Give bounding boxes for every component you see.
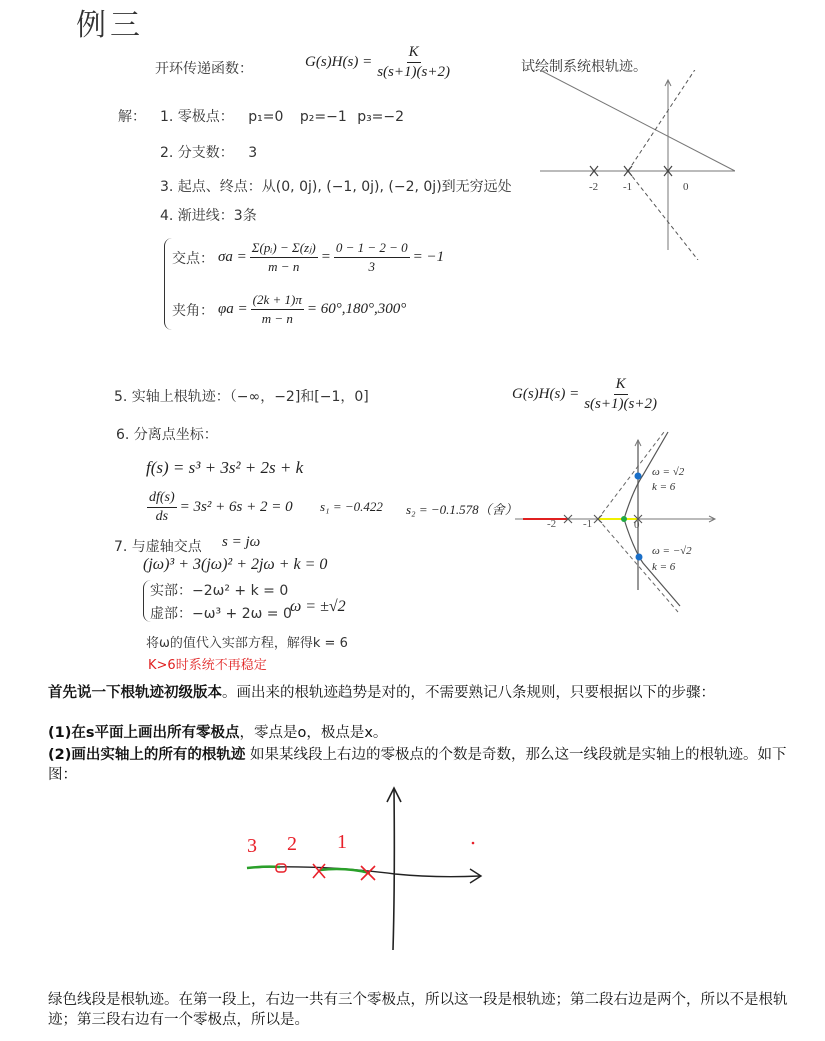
task-text: 试绘制系统根轨迹。	[521, 59, 647, 75]
asymptote-intersection: 交点： σa = $\frac{\text{Σ(pᵢ) − Σ(zⱼ)}}{m - n}$ = $\frac{0 - 1 - 2 - 0}{3}$ = −1	[172, 240, 445, 274]
tick-label: -2	[589, 181, 599, 193]
explanation-step-2	[48, 745, 788, 785]
root-s2: s₂ = −0.1.578（舍）	[406, 502, 518, 517]
sketch-green-segment-1	[320, 869, 370, 873]
sketch-dot	[472, 842, 475, 845]
step-1-label: 1. 零极点：	[160, 109, 234, 125]
angle-result: = 60°,180°,300°	[306, 301, 407, 317]
upper-omega-label: ω = √2	[652, 466, 685, 478]
step-7-label: 7. 与虚轴交点	[114, 539, 202, 555]
sigma-eval-denominator: 3	[368, 259, 375, 274]
explanation-conclusion: 绿色线段是根轨迹。在第一段上，右边一共有三个零极点，所以这一段是根轨迹；第二段右边是两个，所以不是根轨迹；第三段右边有一个零极点，所以是。	[48, 992, 788, 1028]
sketch-label: 2	[287, 833, 297, 855]
tf-lhs: G(s)H(s) =	[512, 386, 580, 402]
step-2-label: 2. 分支数：	[160, 145, 234, 161]
step-7-equation: (jω)³ + 3(jω)² + 2jω + k = 0	[143, 556, 328, 573]
derivative-numerator: df(s)	[147, 490, 177, 508]
explanation-heading: 首先说一下根轨迹初级版本	[48, 685, 222, 701]
step-1-heading: (1)在s平面上画出所有零极点	[48, 725, 240, 741]
crossing-point-lower	[636, 554, 643, 561]
step-5: 5. 实轴上根轨迹：（−∞，−2]和[−1，0]	[114, 389, 369, 405]
sketch-label: 3	[247, 835, 257, 857]
sigma-denominator: m − n	[268, 259, 300, 274]
crossing-point-upper	[635, 473, 642, 480]
hand-sketch	[235, 780, 495, 955]
tick-label: -2	[547, 518, 557, 530]
explanation-step-1	[48, 723, 788, 743]
stability-warning: K>6时系统不再稳定	[148, 658, 267, 673]
lower-omega-label: ω = −√2	[652, 545, 692, 557]
omega-solution: ω = ±√2	[290, 598, 346, 615]
upper-k-label: k = 6	[652, 481, 676, 493]
tf-numerator: K	[614, 376, 628, 395]
step-2-heading: (2)画出实轴上的所有的根轨迹	[48, 747, 246, 763]
pole-1: p₁=0	[248, 109, 284, 125]
derivative-rhs: = 3s² + 6s + 2 = 0	[179, 499, 293, 515]
sketch-pole-marker	[313, 864, 325, 878]
tf-denominator: s(s+1)(s+2)	[377, 64, 450, 80]
tick-label: 0	[683, 181, 689, 193]
root-locus-tf	[512, 376, 662, 413]
derivative-equation	[144, 490, 293, 525]
angle-numerator: (2k + 1)π	[251, 292, 304, 310]
k-solution: 将ω的值代入实部方程，解得k = 6	[146, 636, 348, 651]
step-1	[160, 106, 404, 126]
real-part-equation: 实部：−2ω² + k = 0	[150, 583, 289, 599]
tf-denominator: s(s+1)(s+2)	[584, 396, 657, 412]
step-6: 6. 分离点坐标：	[116, 427, 218, 443]
tf-lhs: G(s)H(s) =	[305, 54, 373, 70]
root-s1: s₁ = −0.422	[320, 499, 383, 514]
characteristic-equation: f(s) = s³ + 3s² + 2s + k	[146, 458, 304, 477]
tick-label: 0	[634, 519, 640, 531]
derivative-denominator: ds	[155, 509, 169, 524]
root-locus-figure	[515, 430, 725, 640]
angle-label: 夹角：	[172, 302, 214, 319]
lower-k-label: k = 6	[652, 561, 676, 573]
tick-label: -1	[583, 518, 593, 530]
sketch-label: 1	[337, 831, 347, 853]
explanation-intro: 。画出来的根轨迹趋势是对的，不需要熟记八条规则，只要根据以下的步骤：	[222, 685, 715, 701]
explanation-paragraph-1	[48, 683, 788, 703]
imag-part-equation: 虚部：−ω³ + 2ω = 0	[150, 606, 292, 622]
solution-prefix: 解：	[118, 109, 146, 125]
page-title: 例三	[76, 8, 144, 43]
sigma-symbol: σa =	[218, 249, 247, 265]
step-2-text: 如果某线段上右边的零极点的个数是奇数，那么这一线段就是实轴上的根轨迹。如下图：	[48, 747, 787, 783]
asymptote-figure	[535, 70, 735, 260]
step-2	[160, 142, 257, 162]
pole-3: p₃=−2	[357, 109, 405, 125]
sketch-imag-axis	[393, 790, 394, 950]
intersection-label: 交点：	[172, 250, 214, 267]
sigma-numerator: Σ(pᵢ) − Σ(zⱼ)	[250, 240, 318, 258]
pole-2: p₂=−1	[299, 109, 347, 125]
breakaway-point	[621, 516, 627, 522]
step-4: 4. 渐进线：3条	[160, 208, 257, 224]
step-3: 3. 起点、终点：从(0, 0j), (−1, 0j), (−2, 0j)到无穷远处	[160, 179, 512, 195]
step-7-substitution: s = jω	[222, 534, 261, 550]
sketch-pole-marker	[361, 866, 375, 880]
sigma-eval-numerator: 0 − 1 − 2 − 0	[334, 240, 410, 258]
phi-symbol: φa =	[218, 301, 248, 317]
sigma-result: = −1	[412, 249, 445, 265]
step-1-text: ，零点是o，极点是x。	[239, 725, 388, 741]
step-2-value: 3	[248, 145, 258, 161]
open-loop-tf	[305, 44, 455, 81]
tick-label: -1	[623, 181, 633, 193]
open-loop-tf-label: 开环传递函数：	[155, 61, 253, 77]
asymptote-angle	[172, 292, 406, 327]
tf-numerator: K	[407, 44, 421, 63]
sketch-green-segment-3	[247, 867, 280, 868]
angle-denominator: m − n	[261, 311, 293, 326]
